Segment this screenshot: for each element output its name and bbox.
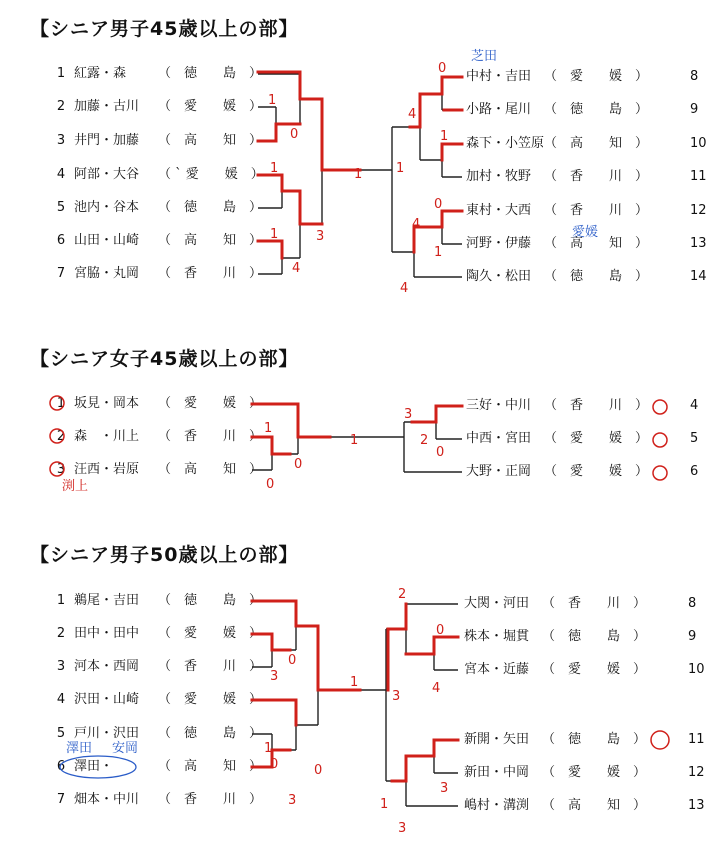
entry-number: 10 — [688, 662, 705, 677]
score-mark: 0 — [270, 757, 279, 772]
entry-number: 9 — [688, 629, 697, 644]
prefecture: （ 香 川 ） — [544, 398, 649, 413]
handwritten-note: 渕上 — [62, 479, 89, 494]
player-names: 小路・尾川 — [466, 102, 532, 117]
prefecture: （ 高 知 ） — [158, 759, 263, 774]
prefecture: （ 高 知 ） — [158, 233, 263, 248]
score-mark: 1 — [268, 93, 277, 108]
player-names: 中村・吉田 — [466, 69, 532, 84]
score-mark: 4 — [292, 261, 301, 276]
entry-number: 7 — [56, 792, 66, 807]
player-names: 大野・正岡 — [466, 464, 532, 479]
score-mark: 1 — [350, 433, 359, 448]
player-names: 陶久・松田 — [466, 269, 532, 284]
handwritten-note: 安岡 — [112, 741, 139, 756]
entry-number: 4 — [56, 167, 66, 182]
bracket-s3-red — [252, 601, 458, 781]
player-names: 嶋村・溝渕 — [464, 798, 530, 813]
prefecture: （ 高 知 ） — [158, 133, 263, 148]
score-mark: 4 — [400, 281, 409, 296]
entry-number: 5 — [690, 431, 699, 446]
section-title-senior-men-50: 【シニア男子50歳以上の部】 — [30, 544, 299, 566]
prefecture: （ 愛 媛 ） — [542, 662, 647, 677]
prefecture: （ ` 愛 媛 ） — [158, 167, 264, 182]
circle-mark — [50, 462, 64, 476]
bracket-s3-scores — [60, 587, 669, 836]
entry-number: 5 — [56, 200, 66, 215]
entry-number: 12 — [688, 765, 705, 780]
player-names: 坂見・岡本 — [74, 396, 140, 411]
handwritten-note: 芝田 — [471, 49, 498, 64]
score-mark: 1 — [264, 741, 273, 756]
prefecture: （ 徳 島 ） — [158, 66, 263, 81]
circle-mark — [651, 731, 669, 749]
entry-number: 6 — [56, 759, 66, 774]
score-mark: 1 — [380, 797, 389, 812]
prefecture: （ 香 川 ） — [158, 266, 263, 281]
entry-number: 2 — [56, 626, 66, 641]
prefecture: （ 愛 媛 ） — [542, 765, 647, 780]
prefecture: （ 徳 島 ） — [544, 102, 649, 117]
score-mark: 1 — [350, 675, 359, 690]
entry-number: 7 — [56, 266, 66, 281]
bracket-s3-black — [252, 601, 458, 806]
bracket-s1-scores — [268, 49, 598, 296]
prefecture: （ 香 川 ） — [544, 203, 649, 218]
entry-number: 1 — [56, 396, 66, 411]
prefecture: （ 徳 島 ） — [158, 593, 263, 608]
circle-mark — [653, 466, 667, 480]
prefecture: （ 香 川 ） — [158, 429, 263, 444]
entry-number: 6 — [56, 233, 66, 248]
player-names: 田中・田中 — [74, 626, 140, 641]
score-mark: 0 — [314, 763, 323, 778]
circle-mark — [653, 400, 667, 414]
prefecture: （ 徳 島 ） — [158, 200, 263, 215]
prefecture: （ 香 川 ） — [544, 169, 649, 184]
player-names: 森下・小笠原 — [466, 136, 545, 151]
player-names: 中西・宮田 — [466, 431, 532, 446]
entry-number: 13 — [688, 798, 705, 813]
entry-number: 1 — [56, 66, 66, 81]
prefecture: （ 高 知 ） — [544, 236, 649, 251]
player-names: 株本・堀貫 — [464, 629, 530, 644]
entry-number: 2 — [56, 429, 66, 444]
circle-mark — [50, 429, 64, 443]
player-names: 阿部・大谷 — [74, 167, 140, 182]
score-mark: 0 — [266, 477, 275, 492]
score-mark: 0 — [294, 457, 303, 472]
score-mark: 3 — [398, 821, 407, 836]
entry-number: 13 — [690, 236, 707, 251]
player-names: 山田・山崎 — [74, 233, 140, 248]
player-names: 宮本・近藤 — [464, 662, 530, 677]
score-mark: 1 — [270, 227, 279, 242]
handwritten-note: 愛媛 — [572, 225, 599, 240]
score-mark: 4 — [408, 107, 417, 122]
score-mark: 3 — [392, 689, 401, 704]
score-mark: 0 — [290, 127, 299, 142]
player-names: 鵜尾・吉田 — [74, 593, 140, 608]
score-mark: 0 — [288, 653, 297, 668]
score-mark: 0 — [436, 623, 445, 638]
player-names: 新田・中岡 — [464, 765, 530, 780]
player-names: 沢田・山崎 — [74, 692, 140, 707]
score-mark: 3 — [270, 669, 279, 684]
prefecture: （ 徳 島 ） — [542, 732, 647, 747]
score-mark: 3 — [440, 781, 449, 796]
prefecture: （ 愛 媛 ） — [158, 626, 263, 641]
score-mark: 1 — [440, 129, 449, 144]
prefecture: （ 香 川 ） — [542, 596, 647, 611]
entry-number: 3 — [56, 462, 66, 477]
prefecture: （ 愛 媛 ） — [158, 396, 263, 411]
entry-number: 12 — [690, 203, 707, 218]
player-names: 大関・河田 — [464, 596, 530, 611]
player-names: 森 ・川上 — [74, 429, 140, 444]
player-names: 汪西・岩原 — [74, 462, 140, 477]
prefecture: （ 愛 媛 ） — [544, 69, 649, 84]
player-names: 加藤・古川 — [74, 99, 140, 114]
score-mark: 3 — [288, 793, 297, 808]
player-names: 三好・中川 — [466, 398, 532, 413]
score-mark: 0 — [436, 445, 445, 460]
score-mark: 0 — [438, 61, 447, 76]
prefecture: （ 徳 島 ） — [158, 726, 263, 741]
prefecture: （ 高 知 ） — [158, 462, 263, 477]
section-title-senior-men-45: 【シニア男子45歳以上の部】 — [30, 18, 299, 40]
prefecture: （ 徳 島 ） — [544, 269, 649, 284]
player-names: 新開・矢田 — [464, 732, 530, 747]
bracket-s2-scores — [50, 396, 667, 494]
bracket-s1-red — [258, 72, 462, 258]
player-names: 井門・加藤 — [74, 133, 140, 148]
entry-number: 3 — [56, 133, 66, 148]
player-names: 東村・大西 — [466, 203, 532, 218]
player-names: 池内・谷本 — [74, 200, 140, 215]
player-names: 畑本・中川 — [74, 792, 140, 807]
circle-mark — [60, 756, 136, 778]
prefecture: （ 愛 媛 ） — [158, 99, 263, 114]
score-mark: 1 — [264, 421, 273, 436]
score-mark: 0 — [434, 197, 443, 212]
section-title-senior-women-45: 【シニア女子45歳以上の部】 — [30, 348, 299, 370]
player-names: 宮脇・丸岡 — [74, 266, 140, 281]
player-names: 河本・西岡 — [74, 659, 140, 674]
player-names: 河野・伊藤 — [466, 236, 532, 251]
score-mark: 4 — [412, 217, 421, 232]
entry-number: 1 — [56, 593, 66, 608]
entry-number: 8 — [688, 596, 697, 611]
score-mark: 2 — [420, 433, 429, 448]
prefecture: （ 香 川 ） — [158, 792, 263, 807]
score-mark: 1 — [396, 161, 405, 176]
prefecture: （ 愛 媛 ） — [544, 464, 649, 479]
entry-number: 9 — [690, 102, 699, 117]
entry-number: 10 — [690, 136, 707, 151]
entry-number: 11 — [688, 732, 705, 747]
score-mark: 2 — [398, 587, 407, 602]
score-mark: 1 — [270, 161, 279, 176]
entry-number: 11 — [690, 169, 707, 184]
entry-number: 4 — [690, 398, 699, 413]
circle-mark — [50, 396, 64, 410]
prefecture: （ 香 川 ） — [158, 659, 263, 674]
entry-number: 2 — [56, 99, 66, 114]
circle-mark — [653, 433, 667, 447]
entry-number: 6 — [690, 464, 699, 479]
score-mark: 1 — [354, 167, 363, 182]
prefecture: （ 高 知 ） — [542, 798, 647, 813]
score-mark: 3 — [404, 407, 413, 422]
score-mark: 3 — [316, 229, 325, 244]
player-names: 加村・牧野 — [466, 169, 532, 184]
entry-number: 14 — [690, 269, 707, 284]
score-mark: 4 — [432, 681, 441, 696]
player-names: 澤田・ — [74, 759, 114, 774]
handwritten-note: 澤田 — [66, 741, 93, 756]
score-mark: 1 — [434, 245, 443, 260]
entry-number: 4 — [56, 692, 66, 707]
prefecture: （ 高 知 ） — [544, 136, 649, 151]
entry-number: 5 — [56, 726, 66, 741]
entry-number: 8 — [690, 69, 699, 84]
prefecture: （ 徳 島 ） — [542, 629, 647, 644]
entry-number: 3 — [56, 659, 66, 674]
player-names: 紅露・森 — [74, 66, 127, 81]
prefecture: （ 愛 媛 ） — [544, 431, 649, 446]
prefecture: （ 愛 媛 ） — [158, 692, 263, 707]
player-names: 戸川・沢田 — [74, 726, 140, 741]
